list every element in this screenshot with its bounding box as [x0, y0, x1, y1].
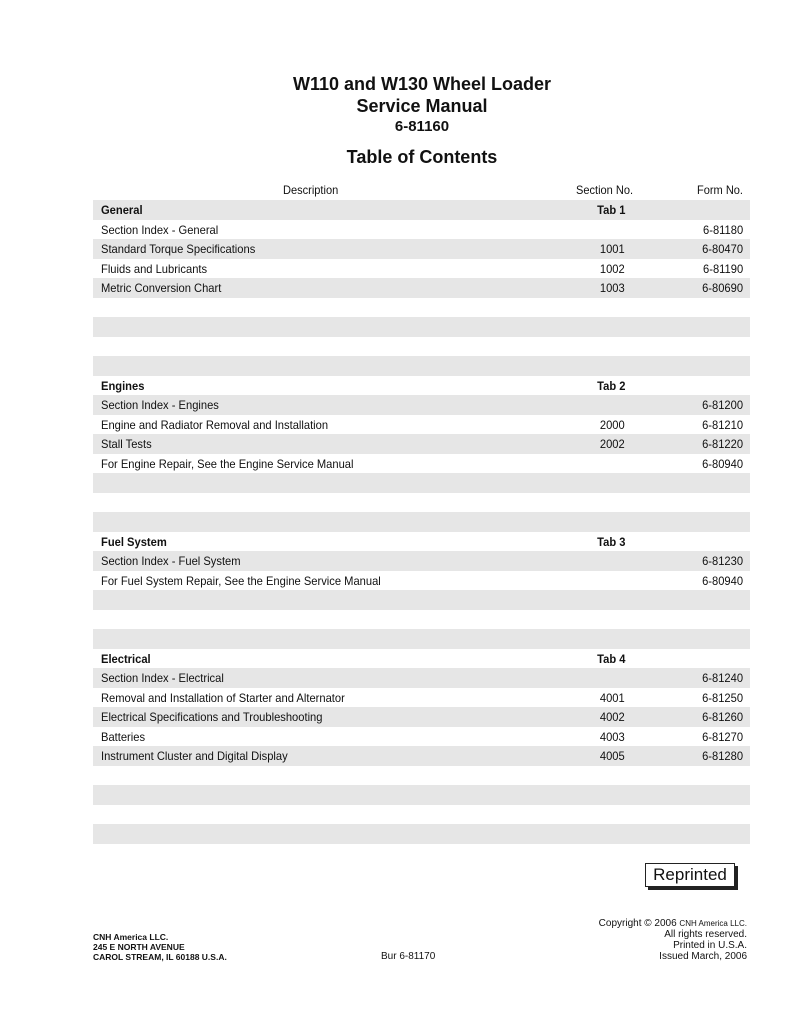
toc-row [93, 727, 750, 747]
toc-description: Metric Conversion Chart [101, 281, 222, 295]
toc-section-header-row [93, 376, 750, 396]
toc-description: Section Index - General [101, 222, 219, 237]
toc-row [93, 571, 750, 591]
toc-section-no: 1003 [600, 281, 625, 295]
column-header-form-no: Form No. [697, 183, 744, 197]
toc-form-no: 6-80940 [702, 573, 743, 588]
toc-form-no: 6-81210 [702, 417, 743, 432]
toc-description: For Engine Repair, See the Engine Service Manual [101, 456, 354, 471]
publisher-street: 245 E NORTH AVENUE [93, 942, 185, 952]
toc-empty-row [93, 512, 750, 532]
toc-description: Stall Tests [101, 437, 152, 451]
toc-description: Instrument Cluster and Digital Display [101, 749, 288, 763]
toc-form-no: 6-80690 [702, 281, 743, 295]
toc-row [93, 668, 750, 688]
toc-description: Fuel System [101, 534, 167, 549]
toc-section-header-row [93, 649, 750, 669]
toc-section-no: 4003 [600, 729, 625, 744]
toc-description: Removal and Installation of Starter and Alternator [101, 690, 345, 705]
toc-form-no: 6-81280 [702, 749, 743, 763]
toc-row [93, 395, 750, 415]
manual-form-number: 6-81160 [394, 118, 450, 135]
toc-row [93, 707, 750, 727]
toc-description: Engines [101, 378, 145, 393]
toc-description: Section Index - Fuel System [101, 554, 241, 568]
toc-section-no: 1001 [600, 242, 625, 256]
toc-section-no: 1002 [600, 261, 625, 276]
toc-description: Engine and Radiator Removal and Installation [101, 417, 329, 432]
toc-row [93, 415, 750, 435]
toc-row [93, 746, 750, 766]
toc-description: Fluids and Lubricants [101, 261, 208, 276]
publisher-company: CNH America LLC. [93, 932, 169, 942]
toc-form-no: 6-81230 [702, 554, 743, 568]
issued-text: Issued March, 2006 [659, 951, 747, 962]
toc-description: For Fuel System Repair, See the Engine Service Manual [101, 573, 381, 588]
column-header-section-no: Section No. [576, 183, 634, 197]
toc-empty-row [93, 337, 750, 357]
toc-form-no: 6-81250 [702, 690, 743, 705]
printed-text: Printed in U.S.A. [673, 940, 747, 951]
toc-table [93, 200, 750, 844]
toc-empty-row [93, 610, 750, 630]
toc-row [93, 278, 750, 298]
toc-row [93, 688, 750, 708]
toc-form-no: 6-81200 [702, 398, 743, 412]
toc-section-no: Tab 3 [596, 534, 625, 549]
toc-row [93, 454, 750, 474]
toc-section-no: 4002 [600, 710, 625, 724]
toc-empty-row [93, 629, 750, 649]
toc-description: Electrical [101, 651, 151, 666]
toc-empty-row [93, 493, 750, 513]
manual-subtitle: Service Manual [356, 96, 488, 116]
copyright-block [599, 918, 747, 962]
toc-section-header-row [93, 200, 750, 220]
toc-description: General [101, 203, 143, 217]
toc-empty-row [93, 356, 750, 376]
toc-form-no: 6-81190 [702, 261, 743, 276]
toc-section-no: Tab 1 [596, 203, 625, 217]
toc-form-no: 6-81260 [702, 710, 743, 724]
toc-description: Standard Torque Specifications [101, 242, 256, 256]
toc-empty-row [93, 785, 750, 805]
toc-empty-row [93, 766, 750, 786]
copyright-text: Copyright © 2006 [598, 918, 677, 929]
toc-form-no: 6-81240 [702, 671, 743, 685]
toc-section-no: 4001 [600, 690, 625, 705]
toc-empty-row [93, 317, 750, 337]
toc-form-no: 6-81220 [702, 437, 743, 451]
toc-empty-row [93, 473, 750, 493]
rights-text: All rights reserved. [664, 929, 747, 940]
publisher-address [93, 932, 227, 962]
toc-section-no: 4005 [600, 749, 625, 763]
toc-section-header-row [93, 532, 750, 552]
bur-number: Bur 6-81170 [381, 951, 436, 962]
toc-description: Section Index - Engines [101, 398, 219, 412]
toc-section-no: Tab 2 [596, 378, 625, 393]
toc-form-no: 6-80470 [702, 242, 743, 256]
toc-section-no: Tab 4 [596, 651, 625, 666]
toc-row [93, 551, 750, 571]
toc-row [93, 220, 750, 240]
copyright-company: CNH America LLC. [679, 919, 747, 928]
toc-form-no: 6-80940 [702, 456, 743, 471]
toc-row [93, 434, 750, 454]
toc-empty-row [93, 590, 750, 610]
manual-title: W110 and W130 Wheel Loader [292, 74, 552, 94]
toc-form-no: 6-81270 [702, 729, 743, 744]
toc-heading: Table of Contents [346, 147, 498, 167]
toc-row [93, 259, 750, 279]
toc-section-no: 2002 [600, 437, 625, 451]
column-header-description: Description [283, 183, 339, 197]
toc-empty-row [93, 298, 750, 318]
toc-section-no: 2000 [600, 417, 625, 432]
reprinted-stamp: Reprinted [645, 863, 735, 887]
toc-description: Section Index - Electrical [101, 671, 224, 685]
toc-row [93, 239, 750, 259]
toc-empty-row [93, 824, 750, 844]
publisher-city: CAROL STREAM, IL 60188 U.S.A. [93, 952, 227, 962]
toc-description: Batteries [101, 729, 146, 744]
toc-form-no: 6-81180 [702, 222, 743, 237]
toc-empty-row [93, 805, 750, 825]
toc-description: Electrical Specifications and Troubleshooting [101, 710, 323, 724]
